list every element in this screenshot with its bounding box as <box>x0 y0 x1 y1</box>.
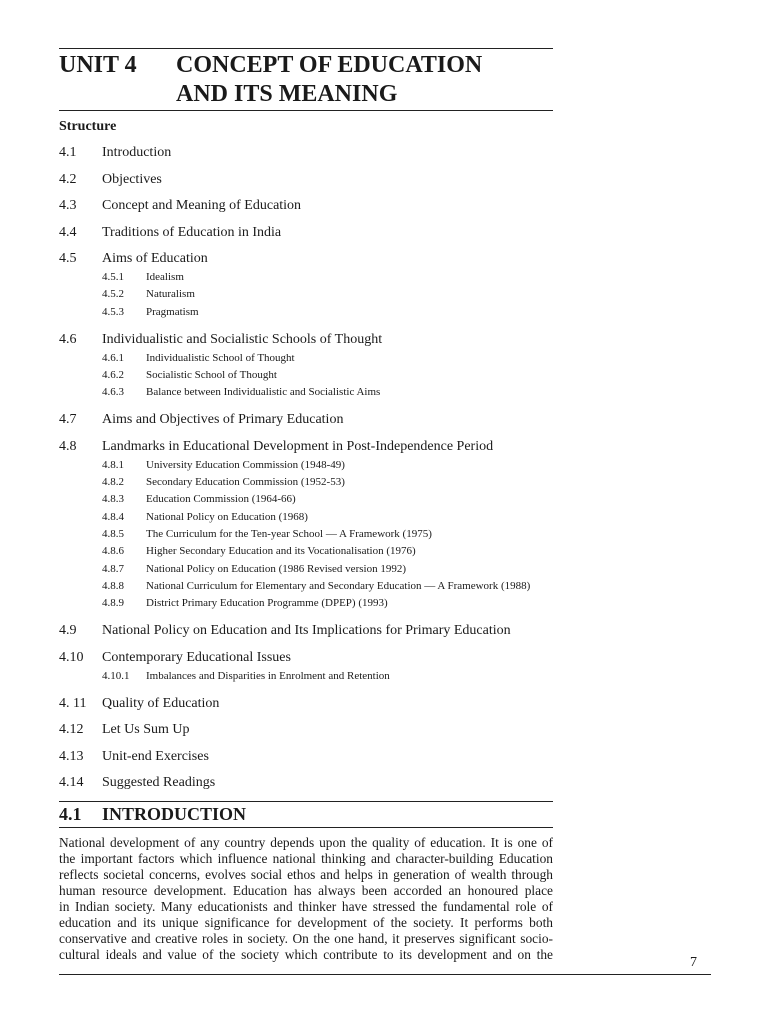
toc-item-number: 4.1 <box>59 145 77 160</box>
toc-subitem-number: 4.5.2 <box>102 288 124 301</box>
toc-subitem <box>59 579 530 594</box>
toc-item-number: 4.7 <box>59 412 77 428</box>
paragraph-line: cultural ideals and value of the society which contribute to its development and on the <box>59 947 553 962</box>
footer-rule <box>59 974 711 975</box>
toc-subitem-title: Naturalism <box>146 288 195 301</box>
toc-item-title: Landmarks in Educational Development in Post-Independence Period <box>102 438 494 454</box>
toc-subitem <box>59 669 390 684</box>
toc-subitem-number: 4.6.3 <box>102 386 124 399</box>
toc-subitem-number: 4.8.7 <box>102 562 124 575</box>
unit-heading-line-1 <box>59 51 482 80</box>
toc-subitem-number: 4.8.1 <box>102 458 124 471</box>
toc-subitem <box>59 351 295 366</box>
toc-subitem-title: Education Commission (1964-66) <box>146 493 296 506</box>
toc-subitem <box>59 492 296 507</box>
paragraph-line: National development of any country depends upon the quality of education. It is one of <box>59 835 553 850</box>
structure-label: Structure <box>59 119 117 134</box>
toc-subitem-title: National Policy on Education (1986 Revised version 1992) <box>146 562 406 575</box>
paragraph-line: in Indian society. Many educationists and thinker have stressed the fundamental role of <box>59 899 553 914</box>
toc-subitem-number: 4.5.3 <box>102 305 124 318</box>
toc-subitem-number: 4.6.1 <box>102 351 124 364</box>
toc-item-title: Objectives <box>102 171 162 187</box>
toc-item <box>59 250 208 268</box>
section-bottom-rule <box>59 827 553 828</box>
toc-item-title: Individualistic and Socialistic Schools of Thought <box>102 331 383 347</box>
toc-item-title: Traditions of Education in India <box>102 224 282 240</box>
toc-item <box>59 438 493 456</box>
unit-label: UNIT 4 <box>59 52 137 78</box>
toc-item-number: 4.9 <box>59 623 77 639</box>
toc-subitem-number: 4.8.6 <box>102 545 124 558</box>
toc-item <box>59 144 171 162</box>
toc-item <box>59 411 343 429</box>
toc-subitem <box>59 368 277 383</box>
unit-heading-line-2 <box>59 80 397 109</box>
toc-subitem <box>59 287 195 302</box>
toc-subitem-title: Imbalances and Disparities in Enrolment and Retention <box>146 669 390 682</box>
toc-item-title: Unit-end Exercises <box>102 748 209 764</box>
paragraph-line: conservative and creative roles in society. On the one hand, it preserves significant socio- <box>59 931 553 946</box>
section-heading <box>59 804 246 825</box>
toc-subitem-title: Idealism <box>146 271 184 283</box>
toc-item <box>59 224 281 242</box>
toc-subitem-title: University Education Commission (1948-49) <box>146 458 345 471</box>
top-rule <box>59 48 553 49</box>
toc-subitem-number: 4.6.2 <box>102 368 124 381</box>
toc-item-number: 4.4 <box>59 224 77 240</box>
paragraph-line: human resource development. Education has always been accorded an honoured place <box>59 883 553 898</box>
toc-item-title: Suggested Readings <box>102 775 216 791</box>
toc-item <box>59 171 162 189</box>
toc-subitem <box>59 270 184 285</box>
toc-item-number: 4.5 <box>59 251 77 266</box>
toc-item <box>59 622 511 640</box>
toc-subitem <box>59 510 308 525</box>
toc-subitem <box>59 527 432 542</box>
unit-title-line-1: CONCEPT OF EDUCATION <box>176 52 483 78</box>
toc-subitem-title: National Curriculum for Elementary and Secondary Education — A Framework (1988) <box>146 579 531 592</box>
toc-subitem-title: The Curriculum for the Ten-year School — A Framework (1975) <box>146 527 432 540</box>
toc-subitem-number: 4.8.9 <box>102 597 124 610</box>
toc-subitem <box>59 544 416 559</box>
toc-item <box>59 774 215 792</box>
toc-item <box>59 748 209 766</box>
page-number: 7 <box>690 955 697 970</box>
toc-item-number: 4.8 <box>59 438 77 454</box>
toc-subitem-title: Higher Secondary Education and its Vocationalisation (1976) <box>146 545 416 558</box>
toc-subitem-number: 4.10.1 <box>102 669 130 682</box>
toc-item-number: 4.10 <box>59 649 84 665</box>
toc-item <box>59 721 190 739</box>
toc-subitem-number: 4.8.8 <box>102 579 124 592</box>
heading-bottom-rule <box>59 110 553 111</box>
section-title: INTRODUCTION <box>102 804 247 824</box>
toc-item-title: National Policy on Education and Its Implications for Primary Education <box>102 623 511 639</box>
section-top-rule <box>59 801 553 802</box>
toc-subitem-title: National Policy on Education (1968) <box>146 510 308 523</box>
paragraph-line: education and its unique significance for development of the society. It performs both <box>59 915 553 930</box>
toc-item-number: 4. 11 <box>59 695 87 711</box>
toc-item <box>59 331 382 349</box>
toc-subitem <box>59 458 345 473</box>
toc-subitem-title: Balance between Individualistic and Socialistic Aims <box>146 386 381 399</box>
toc-subitem <box>59 596 388 611</box>
toc-subitem <box>59 562 406 577</box>
toc-item-title: Concept and Meaning of Education <box>102 198 302 213</box>
toc-subitem <box>59 385 380 400</box>
toc-item-title: Let Us Sum Up <box>102 722 190 738</box>
toc-subitem-title: Secondary Education Commission (1952-53) <box>146 476 345 488</box>
toc-subitem-title: Socialistic School of Thought <box>146 368 277 381</box>
toc-subitem-number: 4.8.2 <box>102 476 124 488</box>
toc-item-title: Aims and Objectives of Primary Education <box>102 412 344 428</box>
toc-subitem-number: 4.5.1 <box>102 271 124 283</box>
toc-item-number: 4.2 <box>59 171 77 187</box>
toc-item <box>59 197 301 215</box>
unit-title-line-2: AND ITS MEANING <box>176 81 398 107</box>
toc-item-title: Quality of Education <box>102 695 220 711</box>
introduction-paragraph <box>59 835 553 963</box>
toc-item-title: Aims of Education <box>102 251 208 266</box>
toc-item <box>59 695 219 713</box>
section-number: 4.1 <box>59 804 82 824</box>
toc-item-number: 4.6 <box>59 331 77 347</box>
toc-subitem-number: 4.8.3 <box>102 493 124 506</box>
toc-subitem-title: District Primary Education Programme (DPEP) (1993) <box>146 597 388 610</box>
paragraph-line: reflects societal concerns, evolves social ethos and helps in generation of wealth through <box>59 867 553 882</box>
toc-item-number: 4.13 <box>59 748 84 764</box>
paragraph-line: the important factors which influence national thinking and character-building Education <box>59 851 553 866</box>
toc-subitem <box>59 475 345 490</box>
toc-subitem-title: Individualistic School of Thought <box>146 351 295 364</box>
toc-item-title: Introduction <box>102 145 172 160</box>
toc-subitem-number: 4.8.5 <box>102 527 124 540</box>
toc-item-number: 4.14 <box>59 775 84 791</box>
toc-item <box>59 649 291 667</box>
toc-subitem-number: 4.8.4 <box>102 510 124 523</box>
toc-item-number: 4.3 <box>59 198 77 213</box>
toc-subitem-title: Pragmatism <box>146 305 199 318</box>
toc-item-number: 4.12 <box>59 722 84 738</box>
toc-item-title: Contemporary Educational Issues <box>102 649 291 665</box>
toc-subitem <box>59 305 199 320</box>
